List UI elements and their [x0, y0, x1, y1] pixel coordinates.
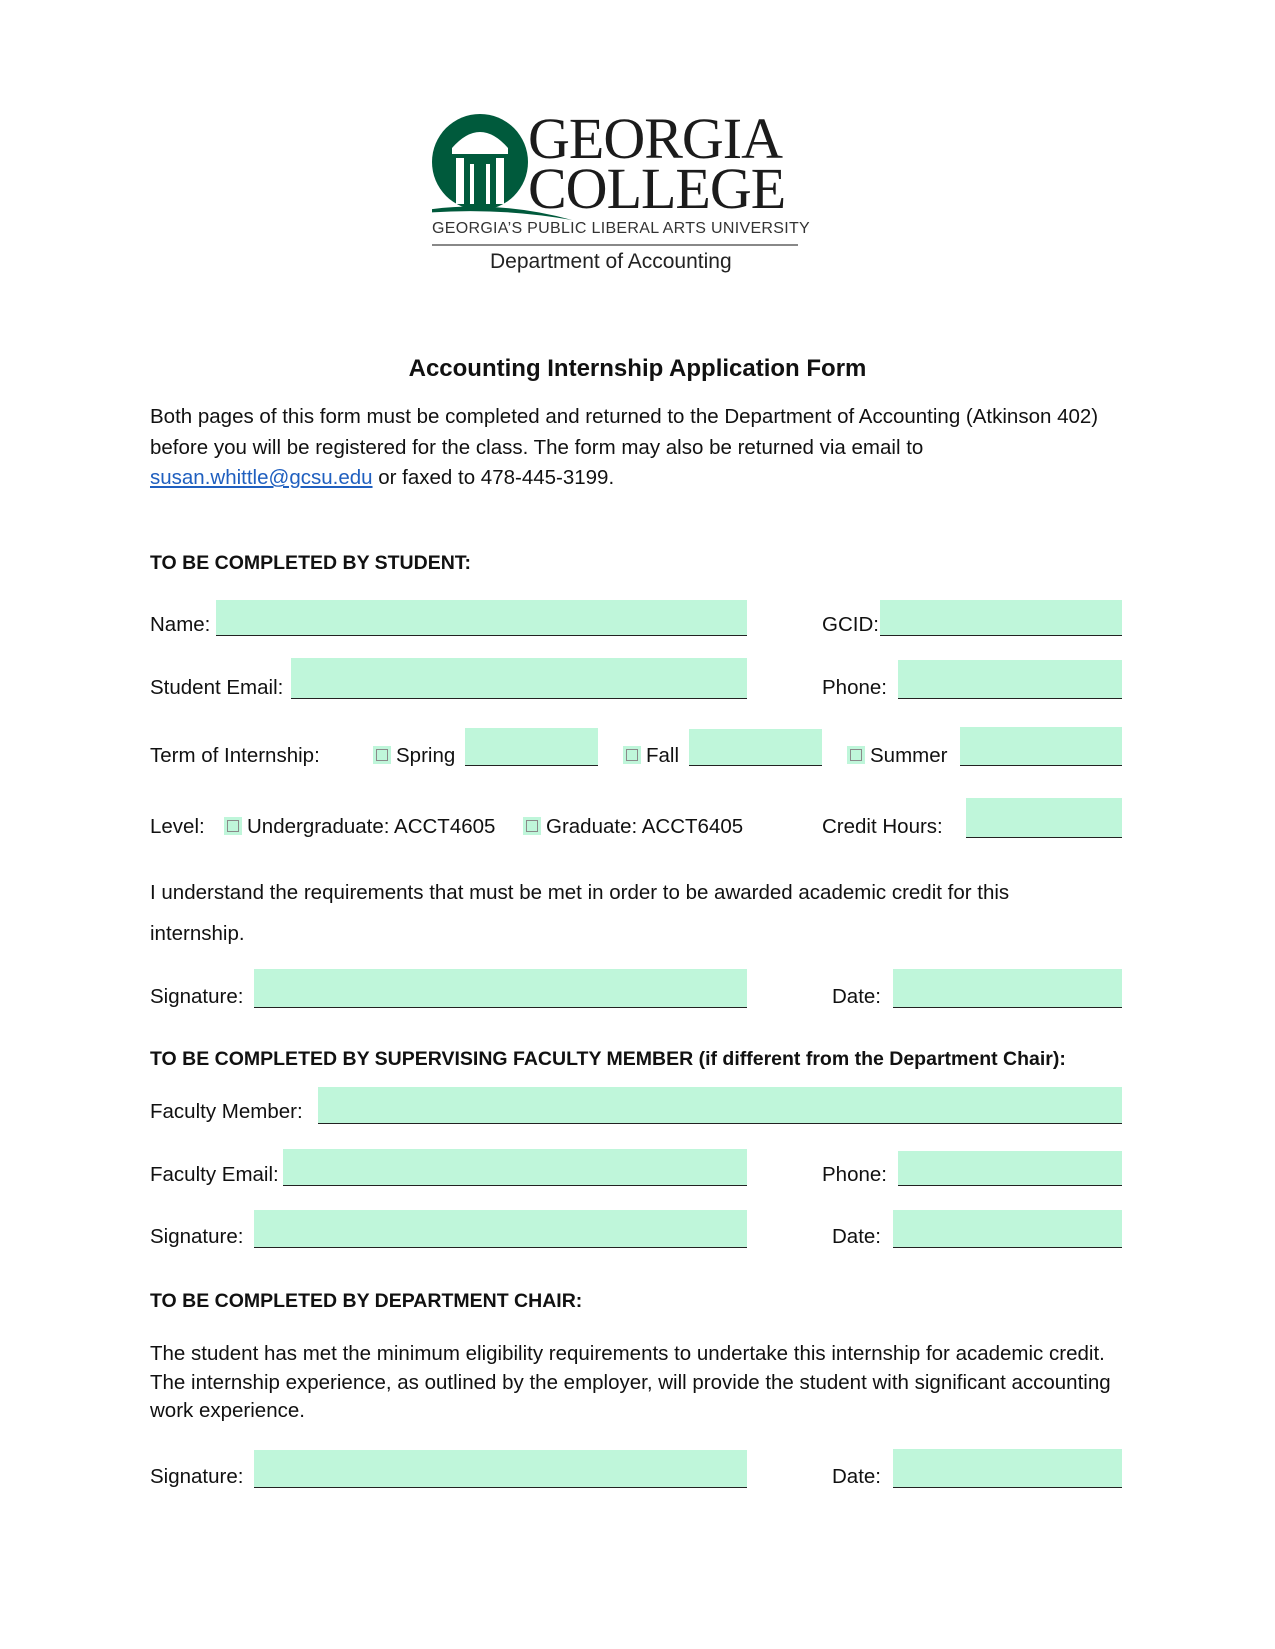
term-fall-checkbox[interactable]	[623, 746, 641, 764]
credit-hours-label: Credit Hours:	[822, 815, 943, 838]
term-spring-input[interactable]	[465, 728, 598, 766]
student-date-input[interactable]	[893, 969, 1122, 1008]
level-undergraduate-checkbox[interactable]	[224, 817, 242, 835]
logo-rule	[432, 244, 798, 246]
faculty-signature-label: Signature:	[150, 1225, 244, 1248]
term-fall-input[interactable]	[689, 729, 822, 766]
student-section-heading: TO BE COMPLETED BY STUDENT:	[150, 552, 472, 574]
student-email-input[interactable]	[291, 658, 747, 699]
student-phone-label: Phone:	[822, 676, 887, 699]
contact-email-link[interactable]: susan.whittle@gcsu.edu	[150, 466, 373, 489]
chair-date-input[interactable]	[893, 1449, 1122, 1488]
level-graduate-checkbox[interactable]	[523, 817, 541, 835]
student-date-label: Date:	[832, 985, 881, 1008]
level-graduate-label: Graduate: ACCT6405	[546, 815, 744, 838]
student-phone-input[interactable]	[898, 660, 1122, 699]
name-label: Name:	[150, 613, 211, 636]
intro-text-end: or faxed to 478-445-3199.	[372, 466, 615, 489]
term-label: Term of Internship:	[150, 744, 320, 767]
term-summer-label: Summer	[870, 744, 948, 767]
level-undergraduate-label: Undergraduate: ACCT4605	[247, 815, 496, 838]
chair-statement: The student has met the minimum eligibility requirements to undertake this internship for academic credit. The internship experience, as outlined by the employer, will provide the student with significant accounting work experience.	[150, 1342, 1111, 1422]
chair-signature-input[interactable]	[254, 1450, 747, 1488]
faculty-email-input[interactable]	[283, 1149, 747, 1186]
logo-word-college: COLLEGE	[528, 156, 786, 221]
intro-paragraph	[150, 402, 1130, 494]
faculty-phone-label: Phone:	[822, 1163, 887, 1186]
acknowledgement-line-2: internship.	[150, 922, 245, 945]
logo-department: Department of Accounting	[490, 250, 732, 273]
term-spring-checkbox[interactable]	[373, 746, 391, 764]
gcid-input[interactable]	[880, 600, 1122, 636]
chair-section-heading: TO BE COMPLETED BY DEPARTMENT CHAIR:	[150, 1290, 583, 1312]
credit-hours-input[interactable]	[966, 798, 1122, 838]
student-email-label: Student Email:	[150, 676, 284, 699]
faculty-section-heading: TO BE COMPLETED BY SUPERVISING FACULTY MEMBER (if different from the Department Chair):	[150, 1048, 1066, 1070]
logo-word-georgia: GEORGIA	[528, 106, 782, 171]
term-fall-label: Fall	[646, 744, 680, 767]
level-label: Level:	[150, 815, 205, 838]
gcid-label: GCID:	[822, 613, 879, 636]
logo-tagline: GEORGIA’S PUBLIC LIBERAL ARTS UNIVERSITY	[432, 220, 811, 237]
faculty-date-input[interactable]	[893, 1210, 1122, 1248]
student-signature-label: Signature:	[150, 985, 244, 1008]
term-summer-checkbox[interactable]	[847, 746, 865, 764]
student-signature-input[interactable]	[254, 969, 747, 1008]
intro-text: Both pages of this form must be completed and returned to the Department of Accounting (Atkinson 402) before you will be registered for the class. The form may also be returned via email to	[150, 405, 1099, 459]
chair-date-label: Date:	[832, 1465, 881, 1488]
college-logo	[432, 108, 852, 288]
faculty-member-input[interactable]	[318, 1087, 1122, 1124]
term-summer-input[interactable]	[960, 727, 1122, 766]
faculty-date-label: Date:	[832, 1225, 881, 1248]
chair-signature-label: Signature:	[150, 1465, 244, 1488]
faculty-member-label: Faculty Member:	[150, 1100, 303, 1123]
name-input[interactable]	[216, 600, 747, 636]
term-spring-label: Spring	[396, 744, 456, 767]
page-title: Accounting Internship Application Form	[408, 355, 867, 382]
acknowledgement-line-1: I understand the requirements that must be met in order to be awarded academic credit for this	[150, 881, 1010, 904]
faculty-phone-input[interactable]	[898, 1151, 1122, 1186]
faculty-email-label: Faculty Email:	[150, 1163, 279, 1186]
faculty-signature-input[interactable]	[254, 1210, 747, 1248]
